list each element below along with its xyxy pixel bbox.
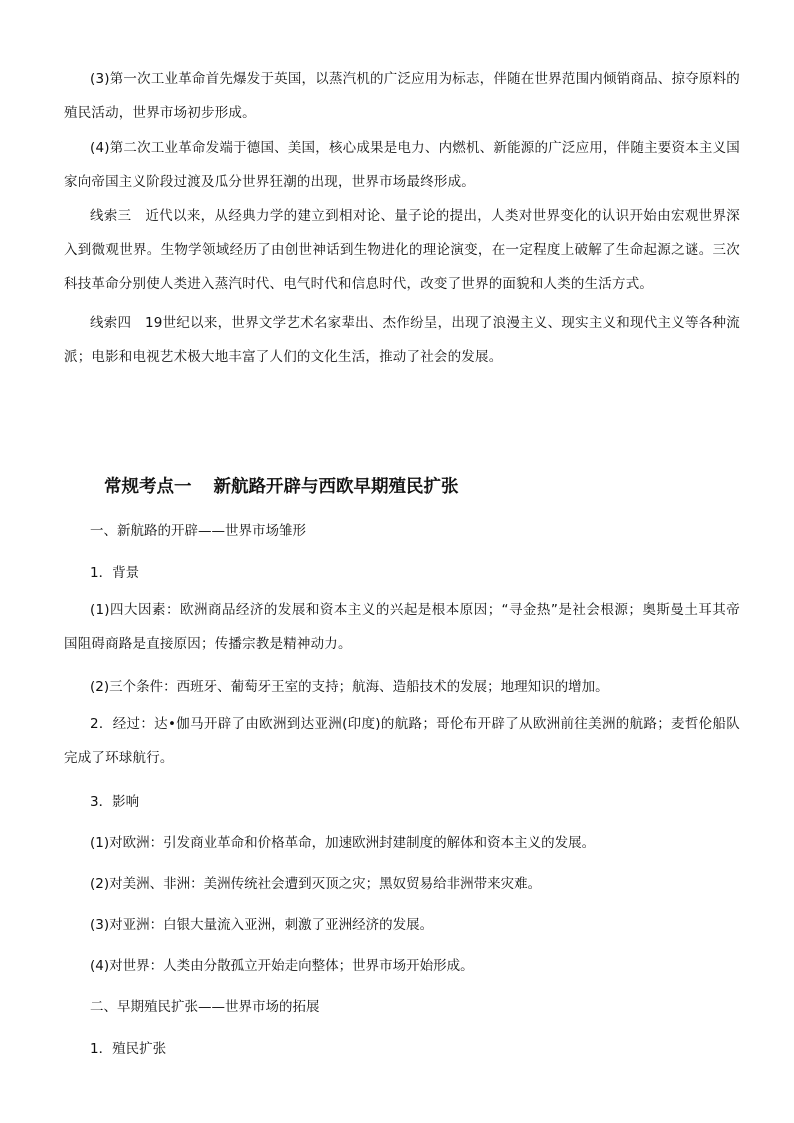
impact-america-africa: (2)对美洲、非洲：美洲传统社会遭到灭顶之灾；黑奴贸易给非洲带来灾难。 (90, 876, 542, 892)
item-three-conditions: (2)三个条件：西班牙、葡萄牙王室的支持；航海、造船技术的发展；地理知识的增加。 (90, 679, 609, 695)
paragraph-second-industrial-revolution: (4)第二次工业革命发端于德国、美国，核心成果是电力、内燃机、新能源的广泛应用，伴随主要资本主义国家向帝国主义阶段过渡及瓜分世界狂潮的出现，世界市场最终形成。 (64, 140, 740, 190)
paragraph-four-factors: (1)四大因素：欧洲商品经济的发展和资本主义的兴起是根本原因；“寻金热”是社会根源；奥斯曼土耳其帝国阻碍商路是直接原因；传播宗教是精神动力。 (64, 602, 740, 652)
impact-world: (4)对世界：人类由分散孤立开始走向整体；世界市场开始形成。 (90, 958, 474, 974)
heading-title: 新航路开辟与西欧早期殖民扩张 (213, 477, 459, 497)
paragraph-clue-three: 线索三 近代以来，从经典力学的建立到相对论、量子论的提出，人类对世界变化的认识开始由宏观世界深入到微观世界。生物学领域经历了由创世神话到生物进化的理论演变，在一定程度上破解了生命起源之谜。三次科技革命分别使人类进入蒸汽时代、电气时代和信息时代，改变了世界的面貌和人类的生活方式。 (64, 208, 740, 292)
paragraph-process: 2．经过：达•伽马开辟了由欧洲到达亚洲(印度)的航路；哥伦布开辟了从欧洲前往美洲的航路；麦哲伦船队完成了环球航行。 (64, 716, 740, 766)
paragraph-clue-four: 线索四 19世纪以来，世界文学艺术名家辈出、杰作纷呈，出现了浪漫主义、现实主义和现代主义等各种流派；电影和电视艺术极大地丰富了人们的文化生活，推动了社会的发展。 (64, 315, 740, 365)
section-heading (104, 473, 459, 498)
paragraph-first-industrial-revolution: (3)第一次工业革命首先爆发于英国，以蒸汽机的广泛应用为标志，伴随在世界范围内倾销商品、掠夺原料的殖民活动，世界市场初步形成。 (64, 71, 740, 121)
subheading-new-routes: 一、新航路的开辟——世界市场雏形 (90, 523, 306, 539)
item-impact: 3．影响 (90, 794, 140, 810)
item-background: 1．背景 (90, 565, 140, 581)
heading-label: 常规考点一 (104, 477, 192, 497)
subheading-colonial-expansion: 二、早期殖民扩张——世界市场的拓展 (90, 999, 320, 1015)
impact-europe: (1)对欧洲：引发商业革命和价格革命，加速欧洲封建制度的解体和资本主义的发展。 (90, 835, 596, 851)
impact-asia: (3)对亚洲：白银大量流入亚洲，刺激了亚洲经济的发展。 (90, 917, 434, 933)
item-colonial-expansion: 1．殖民扩张 (90, 1041, 167, 1057)
